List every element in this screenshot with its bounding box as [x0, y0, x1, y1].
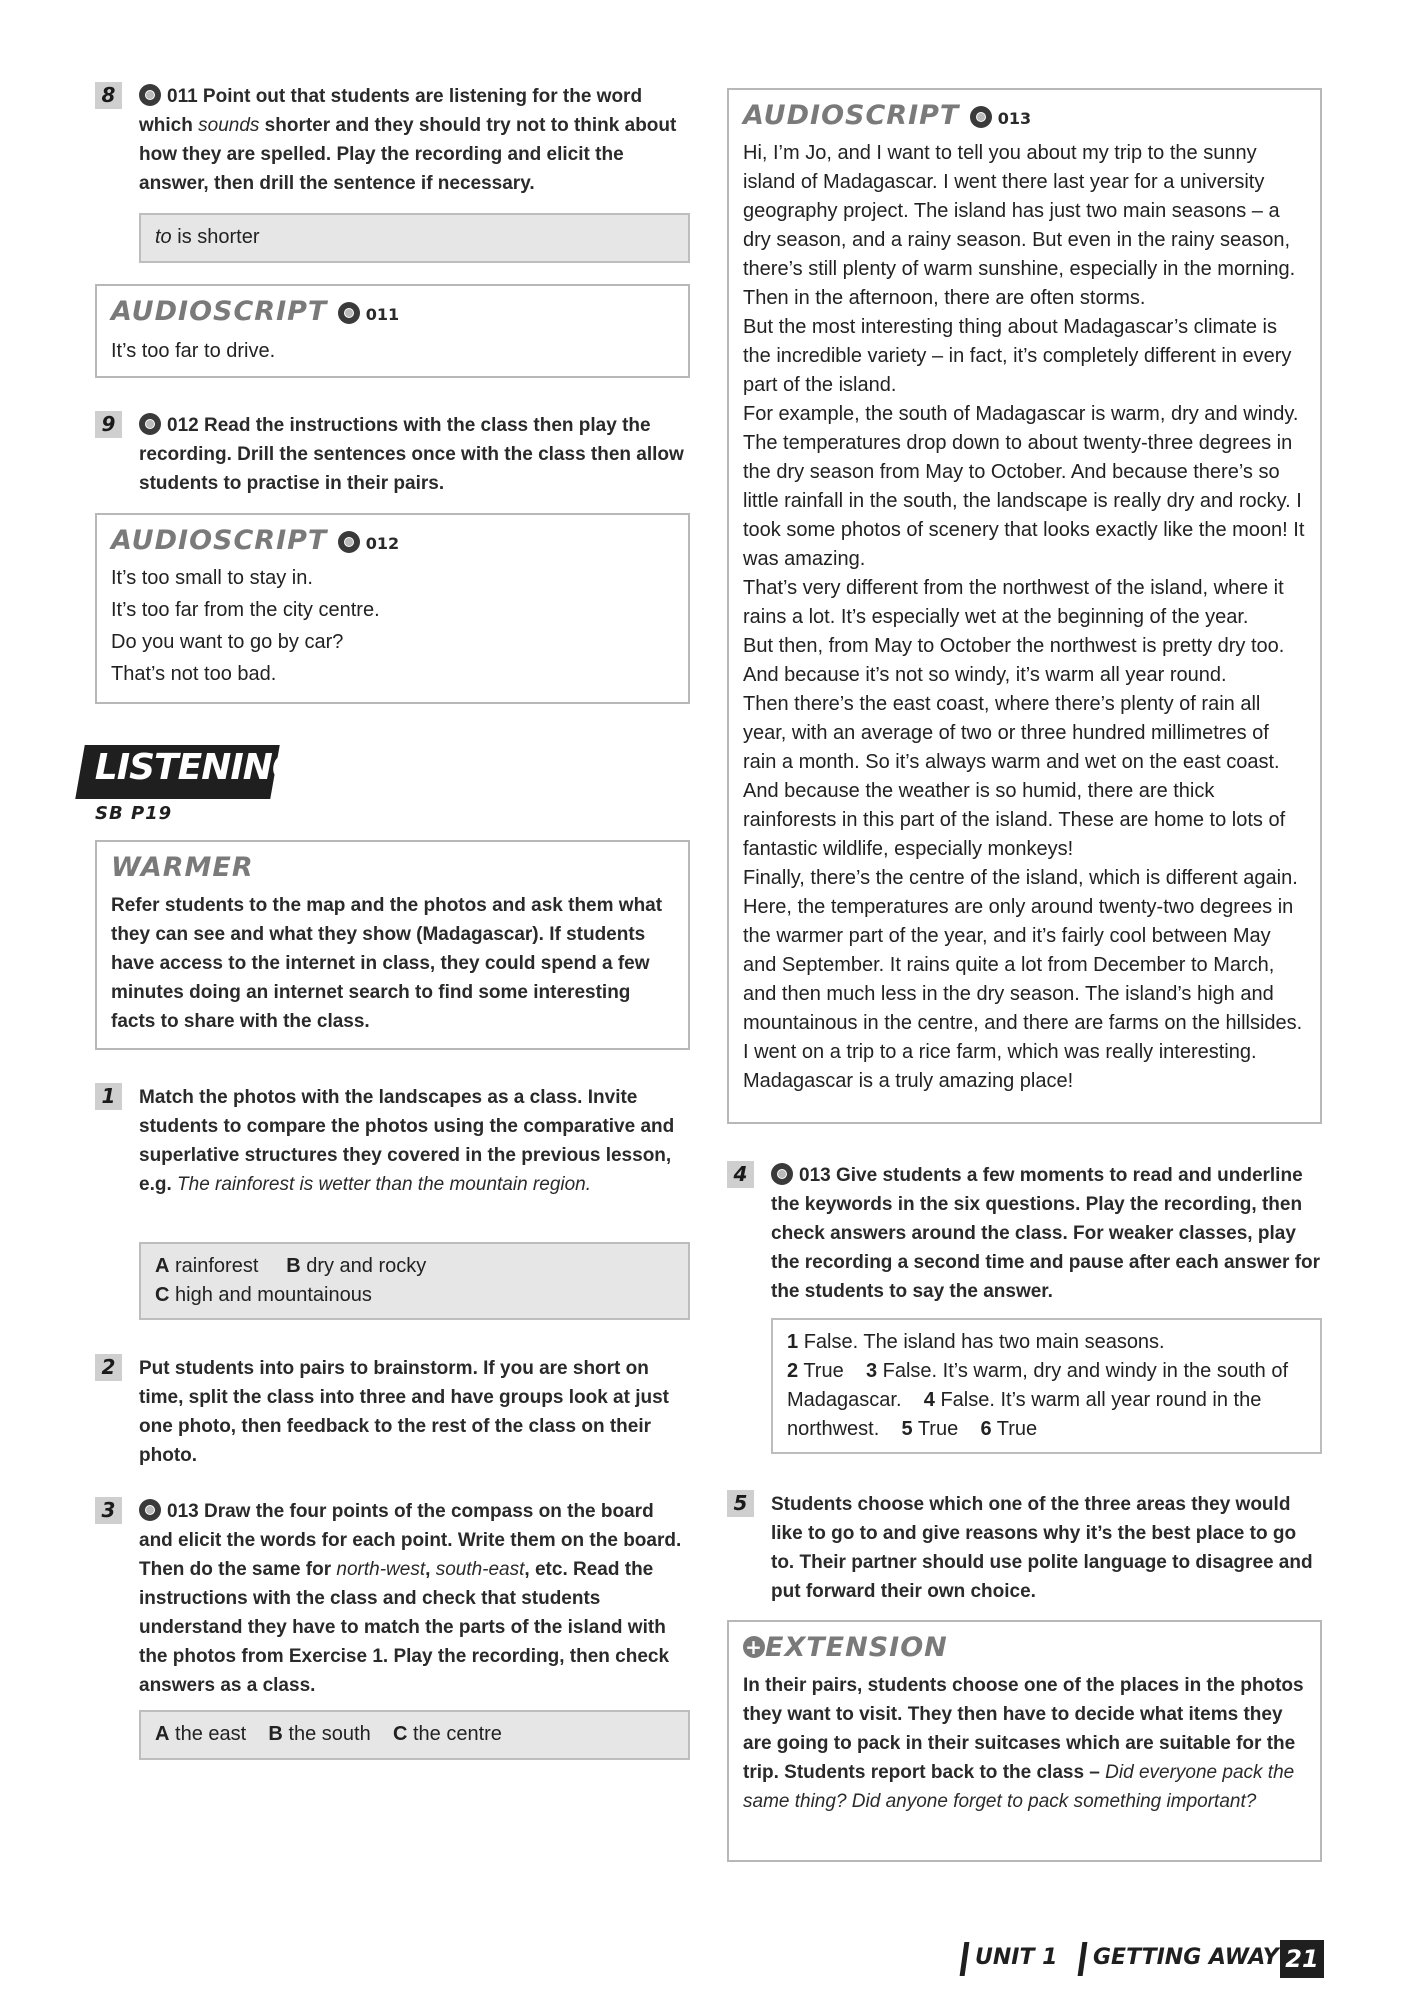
audioscript-line: It’s too far from the city centre. [111, 599, 380, 621]
plus-circle-icon: + [743, 1636, 765, 1658]
extension-box [727, 1620, 1322, 1862]
audioscript-line: It’s too small to stay in. [111, 567, 313, 589]
audioscript-011 [95, 284, 690, 378]
answer-box-8: to is shorter [139, 213, 690, 263]
cd-icon [970, 106, 992, 128]
cd-icon [139, 413, 161, 435]
audioscript-paragraph: But the most interesting thing about Madagascar’s climate is the incredible variety – in fact, it’s completely different in every part of the island. [743, 316, 1292, 396]
audioscript-paragraph: Hi, I’m Jo, and I want to tell you about my trip to the sunny island of Madagascar. I went there last year for a university geography project. The island has just two main seasons – a dry season, and a rainy season. But even in the rainy season, there’s still plenty of warm sunshine, especially in the morning. Then in the afternoon, there are often storms. [743, 142, 1296, 309]
audioscript-paragraph: But then, from May to October the northwest is pretty dry too. And because it’s not so windy, it’s warm all year round. [743, 635, 1285, 686]
audioscript-paragraph: For example, the south of Madagascar is warm, dry and windy. The temperatures drop down to about twenty-three degrees in the dry season from May to October. And because there’s so little rainfall in the south, the landscape is really dry and rocky. I took some photos of scenery that looks exactly like the moon! It was amazing. [743, 403, 1305, 570]
audioscript-title: AUDIOSCRIPT 011 [111, 296, 400, 327]
exercise-text: Students choose which one of the three areas they would like to go to and give reasons why it’s the best place to go to. Their partner should use polite language to disagree and put forward their own choice. [771, 1494, 1313, 1602]
answer-box-1: A rainforest B dry and rocky C high and mountainous [139, 1242, 690, 1320]
exercise-text: 012 Read the instructions with the class then play the recording. Drill the sentences once with the class then allow students to practise in their pairs. [139, 415, 684, 494]
exercise-number: 4 [727, 1161, 754, 1188]
extension-title: +EXTENSION [743, 1632, 1306, 1663]
exercise-text: 011 Point out that students are listening for the word which sounds shorter and they should try not to think about how they are spelled. Play the recording and elicit the answer, then drill the sentence if necessary. [139, 86, 677, 194]
exercise-number: 5 [727, 1490, 754, 1517]
audioscript-line: It’s too far to drive. [111, 340, 276, 362]
audioscript-line: That’s not too bad. [111, 663, 277, 685]
audioscript-line: Do you want to go by car? [111, 631, 344, 653]
exercise-3 [95, 1497, 690, 1700]
exercise-number: 1 [95, 1083, 122, 1110]
audioscript-paragraph: Then there’s the east coast, where there’s plenty of rain all year, with an average of two or three hundred millimetres of rain a month. So it’s always warm and wet on the east coast. [743, 693, 1280, 773]
exercise-9 [95, 411, 690, 498]
extension-text: In their pairs, students choose one of the places in the photos they want to visit. They then have to decide what items they are going to pack in their suitcases which are suitable for the trip. Students report back to the class – Did everyone pack the same thing? Did anyone forget to pack something important? [743, 1675, 1304, 1812]
exercise-2 [95, 1354, 690, 1470]
exercise-text: 013 Give students a few moments to read and underline the keywords in the six questions. Play the recording, then check answers around the class. For weaker classes, play the recording a second time and pause after each answer for the students to say the answer. [771, 1165, 1321, 1302]
warmer-box [95, 840, 690, 1050]
exercise-4 [727, 1161, 1322, 1306]
exercise-text: 013 Draw the four points of the compass on the board and elicit the words for each point. Write them on the board. Then do the same for north-west, south-east, etc. Read the instructions with the class and check that students understand they have to match the parts of the island with the photos from Exercise 1. Play the recording, then check answers as a class. [139, 1501, 682, 1696]
footer-bar [1078, 1942, 1088, 1976]
exercise-number: 2 [95, 1354, 122, 1381]
exercise-number: 9 [95, 411, 122, 438]
audioscript-title: AUDIOSCRIPT 012 [111, 525, 400, 556]
exercise-8 [95, 82, 690, 198]
section-heading-listening: LISTENING [75, 745, 280, 799]
cd-icon [338, 302, 360, 324]
cd-icon [139, 84, 161, 106]
exercise-number: 3 [95, 1497, 122, 1524]
footer-title: GETTING AWAY [1093, 1945, 1279, 1970]
page-number: 21 [1280, 1940, 1324, 1978]
cd-icon [338, 531, 360, 553]
footer-bar [960, 1942, 970, 1976]
audioscript-paragraph: Finally, there’s the centre of the island, which is different again. Here, the temperatures are only around twenty-two degrees in the warmer part of the year, and it’s fairly cool between May and September. It rains quite a lot from December to March, and then much less in the dry season. The island’s high and mountainous in the centre, and there are farms on the hillsides. I went on a trip to a rice farm, which was really interesting. Madagascar is a truly amazing place! [743, 867, 1303, 1092]
exercise-1 [95, 1083, 690, 1199]
exercise-5 [727, 1490, 1322, 1606]
audioscript-012 [95, 513, 690, 704]
footer-unit: UNIT 1 [975, 1945, 1058, 1970]
cd-icon [771, 1163, 793, 1185]
answer-box-4: 1 False. The island has two main seasons. 2 True 3 False. It’s warm, dry and windy in the south of Madagascar. 4 False. It’s warm all year round in the northwest. 5 True 6 True [771, 1318, 1322, 1454]
answer-box-3: A the east B the south C the centre [139, 1710, 690, 1760]
audioscript-paragraph: And because the weather is so humid, there are thick rainforests in this part of the island. These are home to lots of fantastic wildlife, especially monkeys! [743, 780, 1286, 860]
audioscript-013 [727, 88, 1322, 1124]
audioscript-paragraph: That’s very different from the northwest of the island, where it rains a lot. It’s especially wet at the beginning of the year. [743, 577, 1284, 628]
warmer-text: Refer students to the map and the photos and ask them what they can see and what they show (Madagascar). If students have access to the internet in class, they could spend a few minutes doing an internet search to find some interesting facts to share with the class. [111, 895, 663, 1032]
audioscript-title: AUDIOSCRIPT 013 [743, 100, 1032, 131]
sb-reference: SB P19 [95, 803, 173, 824]
warmer-title: WARMER [111, 852, 254, 883]
cd-icon [139, 1499, 161, 1521]
exercise-number: 8 [95, 82, 122, 109]
exercise-text: Match the photos with the landscapes as a class. Invite students to compare the photos using the comparative and superlative structures they covered in the previous lesson, e.g. The rainforest is wetter than the mountain region. [139, 1087, 675, 1195]
exercise-text: Put students into pairs to brainstorm. If you are short on time, split the class into three and have groups look at just one photo, then feedback to the rest of the class on their photo. [139, 1358, 669, 1466]
